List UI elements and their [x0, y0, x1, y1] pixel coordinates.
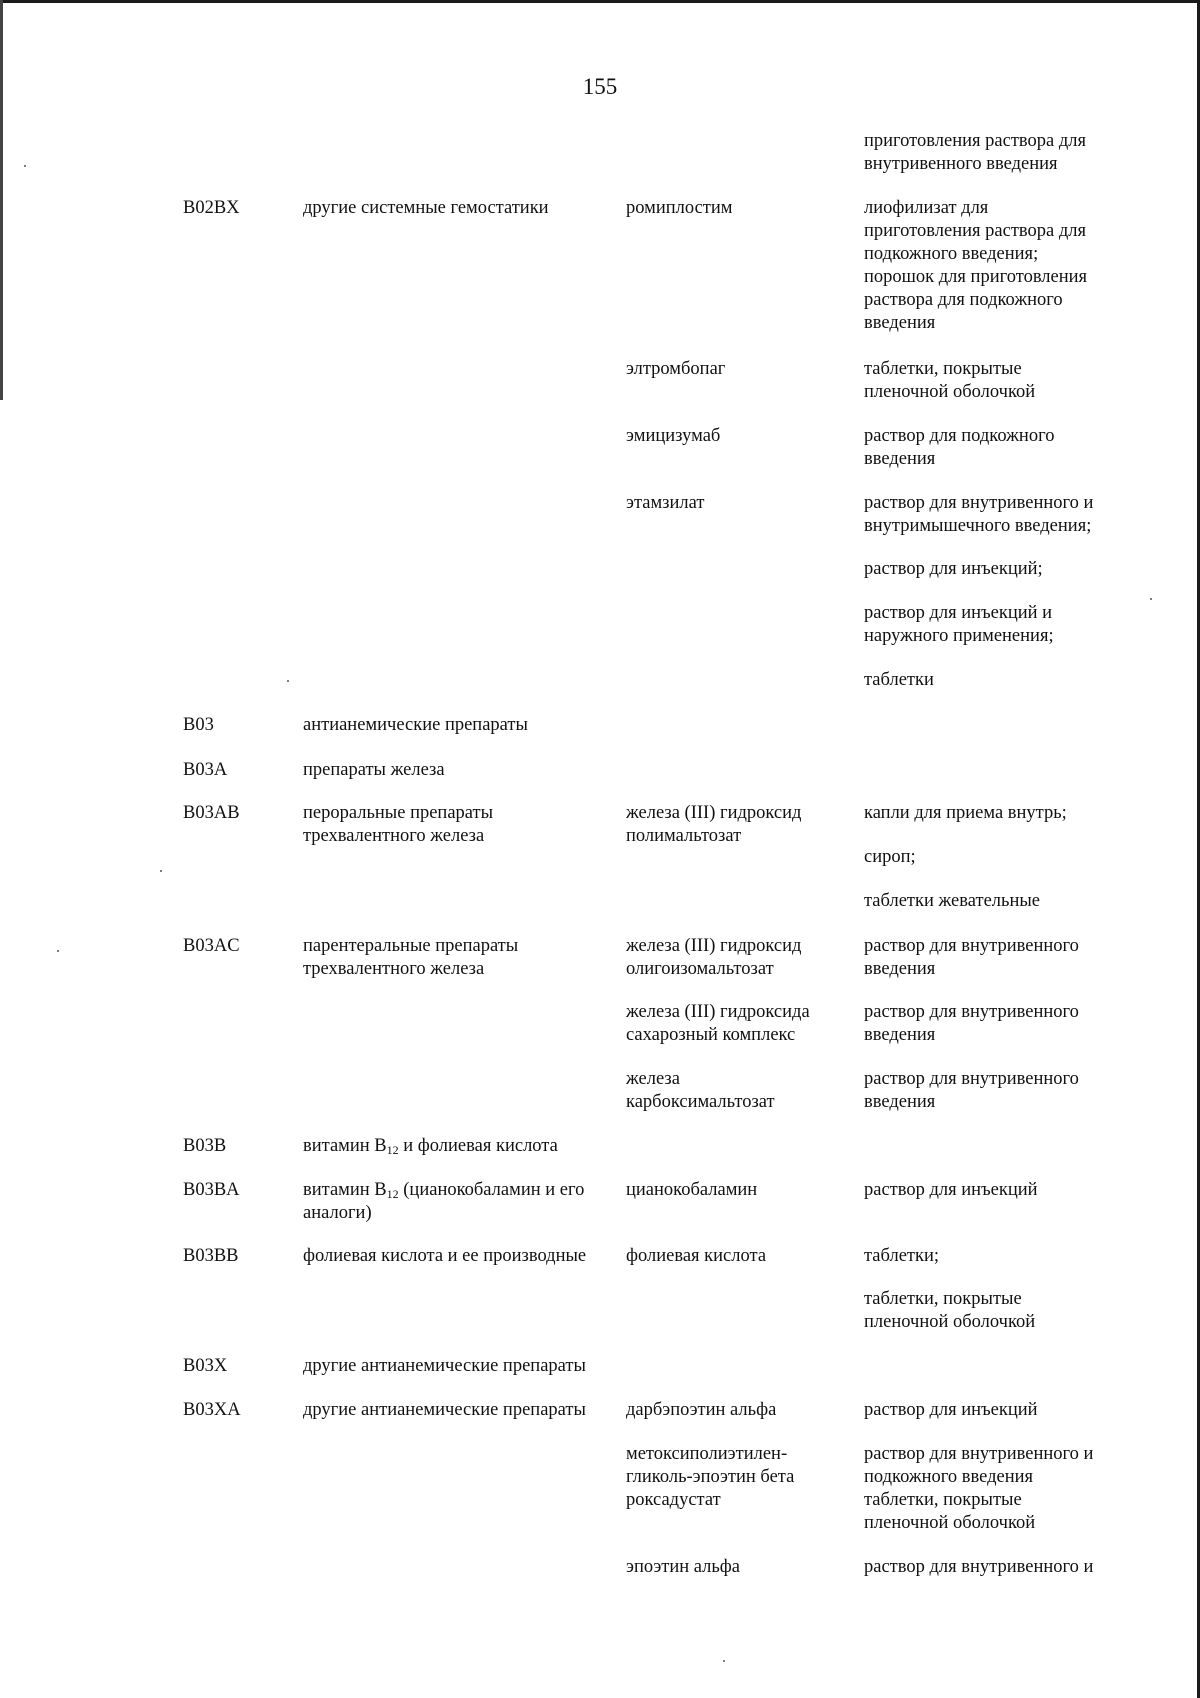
scan-border-left	[0, 0, 3, 400]
pharmacological-group: витамин $B_{12}$ и фолиевая кислота	[303, 1136, 558, 1157]
atc-code: B03X	[183, 1356, 228, 1376]
scan-border-top	[0, 0, 1200, 3]
dosage-form: раствор для внутривенного и внутримышечного введения;	[864, 493, 1094, 536]
atc-code: B03	[183, 715, 214, 735]
scan-speck	[287, 680, 289, 682]
drug-name: ромиплостим	[626, 198, 733, 218]
dosage-form: раствор для внутривенного и подкожного введения таблетки, покрытые пленочной оболочкой	[864, 1444, 1094, 1533]
dosage-form: раствор для инъекций	[864, 1180, 1038, 1200]
drug-name: эмицизумаб	[626, 426, 721, 446]
scan-speck	[57, 950, 59, 952]
pharmacological-group: другие антианемические препараты	[303, 1356, 586, 1376]
drug-name: элтромбопаг	[626, 359, 726, 379]
drug-name: железа карбоксимальтозат	[626, 1069, 775, 1112]
drug-name: метоксиполиэтилен- гликоль-эпоэтин бета роксадустат	[626, 1444, 795, 1510]
dosage-form: таблетки	[864, 670, 934, 690]
pharmacological-group: фолиевая кислота и ее производные	[303, 1246, 587, 1266]
atc-code: B03XA	[183, 1400, 241, 1420]
pharmacological-group: пероральные препараты трехвалентного железа	[303, 803, 494, 846]
pharmacological-group: антианемические препараты	[303, 715, 528, 735]
dosage-form: раствор для подкожного введения	[864, 426, 1055, 469]
atc-code: B03BB	[183, 1246, 239, 1266]
dosage-form: таблетки;	[864, 1246, 940, 1266]
scan-speck	[160, 870, 162, 872]
dosage-form: сироп;	[864, 847, 916, 867]
atc-code: B03AC	[183, 936, 240, 956]
dosage-form: таблетки, покрытые пленочной оболочкой	[864, 1289, 1036, 1332]
dosage-form: раствор для внутривенного введения	[864, 1002, 1079, 1045]
dosage-form: раствор для внутривенного и	[864, 1557, 1094, 1577]
pharmacological-group: витамин $B_{12}$ (цианокобаламин и его аналоги)	[303, 1180, 585, 1223]
dosage-form: таблетки жевательные	[864, 891, 1040, 911]
drug-name: этамзилат	[626, 493, 705, 513]
dosage-form: лиофилизат для приготовления раствора для подкожного введения; порошок для приготовления раствора для подкожного введения	[864, 198, 1088, 333]
atc-code: B03AB	[183, 803, 240, 823]
atc-code: B03A	[183, 760, 228, 780]
scan-speck	[1150, 598, 1152, 600]
drug-name: железа (III) гидроксид полимальтозат	[626, 803, 802, 846]
page-number: 155	[582, 74, 618, 99]
drug-name: дарбэпоэтин альфа	[626, 1400, 777, 1420]
drug-name: фолиевая кислота	[626, 1246, 767, 1266]
dosage-form: раствор для инъекций и наружного применения;	[864, 603, 1054, 646]
dosage-form: раствор для внутривенного введения	[864, 936, 1079, 979]
scan-speck	[723, 1660, 725, 1662]
pharmacological-group: препараты железа	[303, 760, 445, 780]
dosage-form: капли для приема внутрь;	[864, 803, 1067, 823]
pharmacological-group: парентеральные препараты трехвалентного железа	[303, 936, 519, 979]
drug-name: эпоэтин альфа	[626, 1557, 741, 1577]
atc-code: B02BX	[183, 198, 240, 218]
scan-speck	[24, 165, 26, 167]
dosage-form: раствор для инъекций;	[864, 559, 1043, 579]
dosage-form: раствор для внутривенного введения	[864, 1069, 1079, 1112]
drug-name: железа (III) гидроксид олигоизомальтозат	[626, 936, 802, 979]
atc-code: B03BA	[183, 1180, 240, 1200]
atc-code: B03B	[183, 1136, 227, 1156]
dosage-form: таблетки, покрытые пленочной оболочкой	[864, 359, 1036, 402]
drug-name: железа (III) гидроксида сахарозный комплекс	[626, 1002, 810, 1045]
dosage-form: раствор для инъекций	[864, 1400, 1038, 1420]
dosage-form: приготовления раствора для внутривенного введения	[864, 131, 1086, 174]
pharmacological-group: другие системные гемостатики	[303, 198, 549, 218]
pharmacological-group: другие антианемические препараты	[303, 1400, 586, 1420]
drug-name: цианокобаламин	[626, 1180, 758, 1200]
